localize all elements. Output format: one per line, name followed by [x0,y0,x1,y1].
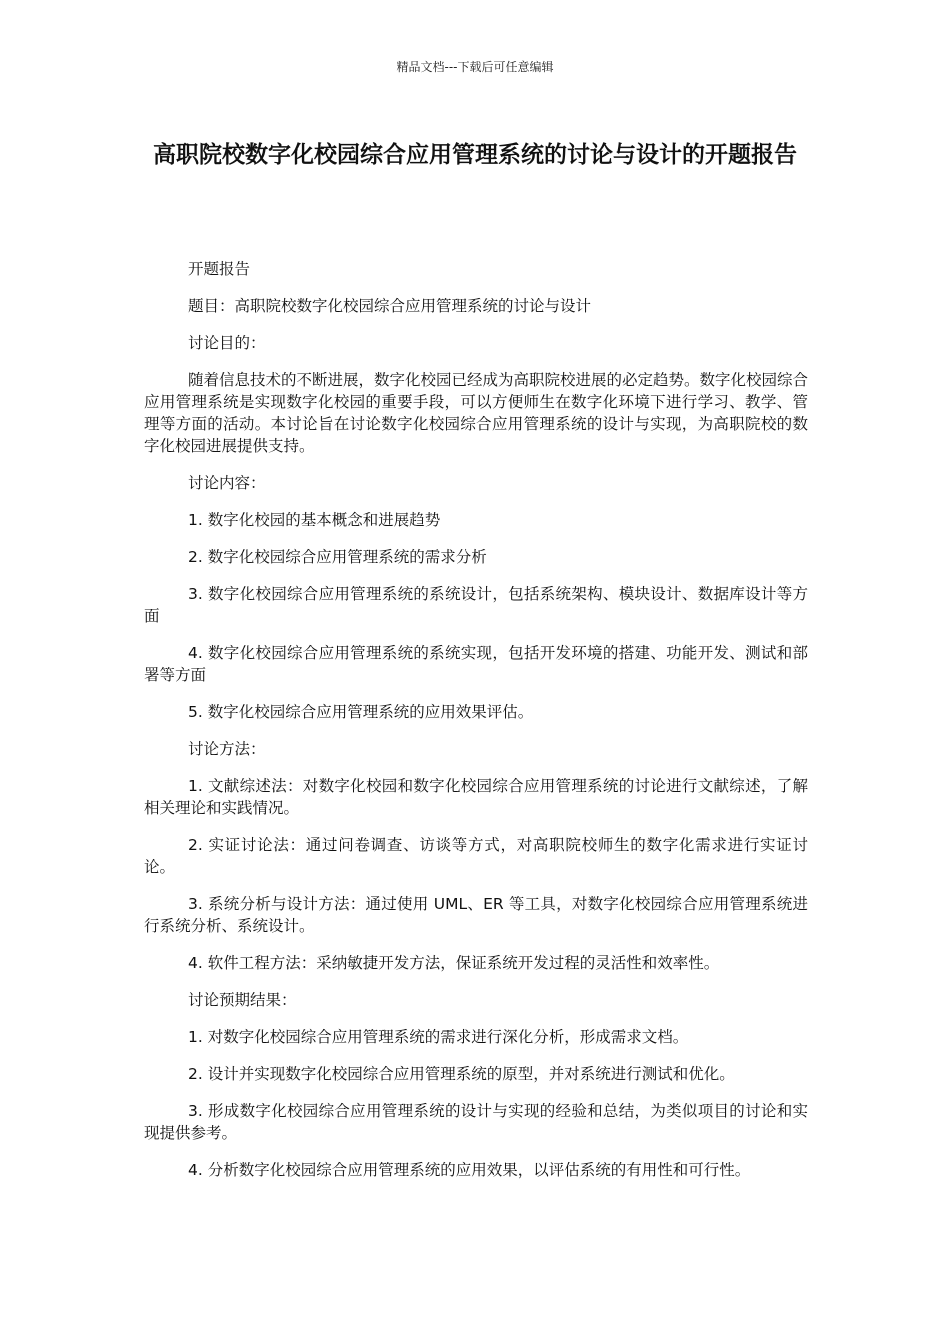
method-item-2: 2. 实证讨论法：通过问卷调查、访谈等方式，对高职院校师生的数字化需求进行实证讨论。 [144,836,808,876]
result-item-1: 1. 对数字化校园综合应用管理系统的需求进行深化分析，形成需求文档。 [188,1028,689,1046]
header-note: 精品文档---下载后可任意编辑 [396,60,554,74]
content-item-1: 1. 数字化校园的基本概念和进展趋势 [188,511,441,529]
method-item-3: 3. 系统分析与设计方法：通过使用 UML、ER 等工具，对数字化校园综合应用管理系统进行系统分析、系统设计。 [144,895,808,935]
heading-content: 讨论内容： [188,474,266,492]
document-title: 高职院校数字化校园综合应用管理系统的讨论与设计的开题报告 [153,142,797,168]
document-body [144,258,808,1196]
content-item-5: 5. 数字化校园综合应用管理系统的应用效果评估。 [188,703,534,721]
result-item-3: 3. 形成数字化校园综合应用管理系统的设计与实现的经验和总结，为类似项目的讨论和实现提供参考。 [144,1102,808,1142]
heading-methods: 讨论方法： [188,740,266,758]
paragraph-purpose: 随着信息技术的不断进展，数字化校园已经成为高职院校进展的必定趋势。数字化校园综合应用管理系统是实现数字化校园的重要手段，可以方便师生在数字化环境下进行学习、教学、管理等方面的活动。本讨论旨在讨论数字化校园综合应用管理系统的设计与实现，为高职院校的数字化校园进展提供支持。 [144,371,809,455]
content-item-4: 4. 数字化校园综合应用管理系统的系统实现，包括开发环境的搭建、功能开发、测试和部署等方面 [144,644,808,684]
result-item-2: 2. 设计并实现数字化校园综合应用管理系统的原型，并对系统进行测试和优化。 [188,1065,735,1083]
paragraph-topic: 题目：高职院校数字化校园综合应用管理系统的讨论与设计 [188,297,592,315]
content-item-2: 2. 数字化校园综合应用管理系统的需求分析 [188,548,487,566]
heading-expected-results: 讨论预期结果： [188,991,297,1009]
method-item-4: 4. 软件工程方法：采纳敏捷开发方法，保证系统开发过程的灵活性和效率性。 [188,954,720,972]
result-item-4: 4. 分析数字化校园综合应用管理系统的应用效果，以评估系统的有用性和可行性。 [188,1161,751,1179]
paragraph-report-label: 开题报告 [188,260,251,278]
heading-purpose: 讨论目的： [188,334,266,352]
content-item-3: 3. 数字化校园综合应用管理系统的系统设计，包括系统架构、模块设计、数据库设计等方面 [144,585,808,625]
method-item-1: 1. 文献综述法：对数字化校园和数字化校园综合应用管理系统的讨论进行文献综述，了解相关理论和实践情况。 [144,777,808,817]
